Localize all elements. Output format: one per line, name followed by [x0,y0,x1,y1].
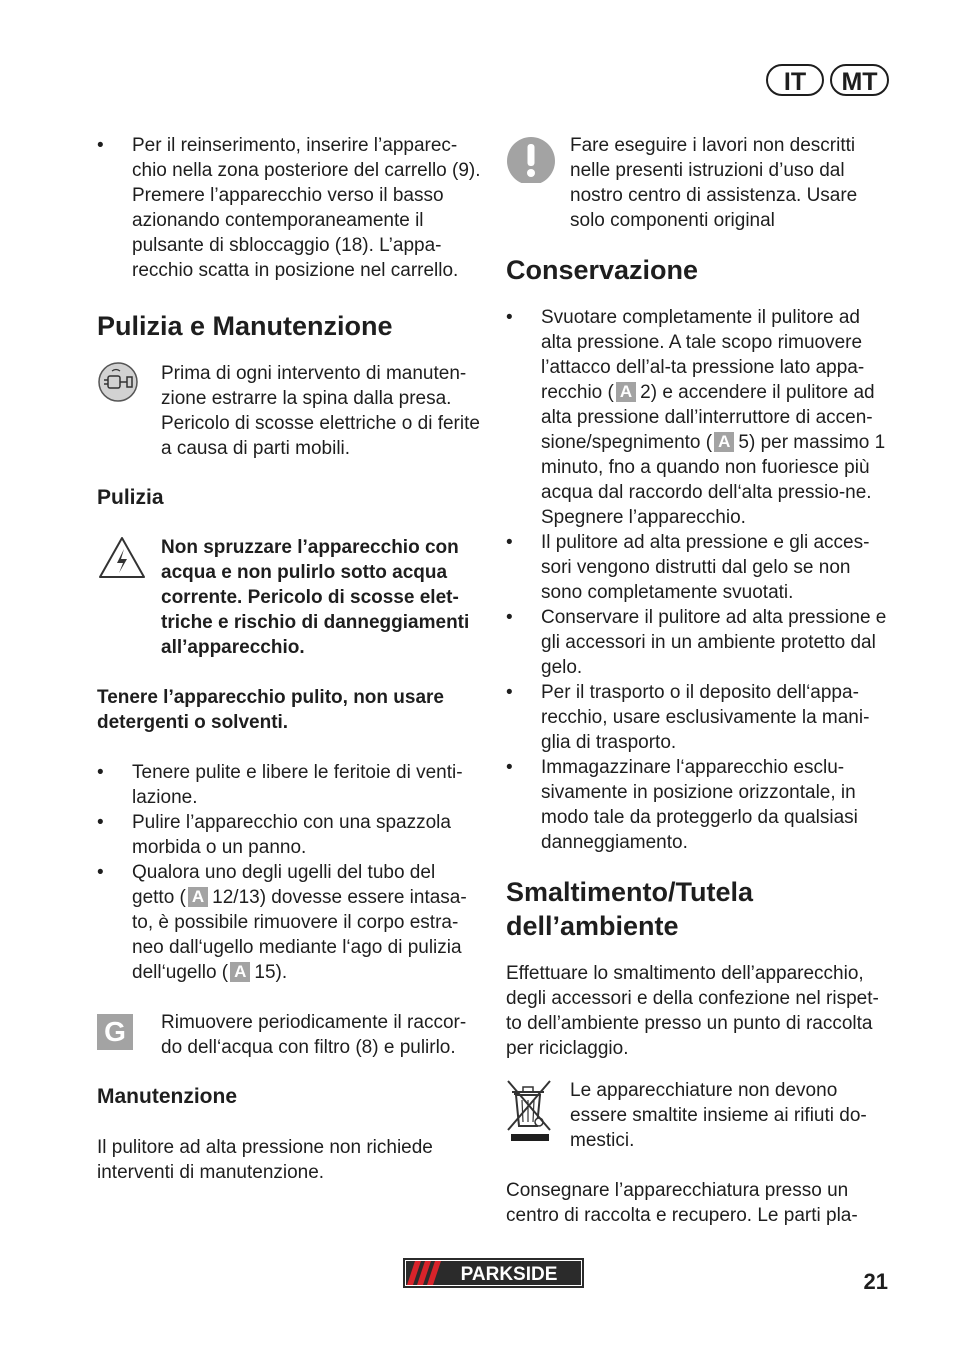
brand-name: PARKSIDE [460,1264,558,1285]
storage-list [506,305,892,855]
unplug-icon [97,361,139,403]
list-item: • Immagazzinare l‘apparecchio esclu-sivamente in posizione orizzontale, in modo tale da proteggerlo da qualsiasi danneggiamento. [506,755,892,855]
service-notice [506,133,892,233]
list-item-text: 12/13) dovesse essere intasa-to, è possibile rimuovere il corpo estra-neo dall‘ugello mediante l‘ago di pulizia dell‘ugello ( [132,887,467,983]
crossed-bin-icon [506,1078,554,1144]
list-item: • Per il trasporto o il deposito dell‘appa-recchio, usare esclusivamente la mani-glia di trasporto. [506,680,892,755]
exclamation-icon [506,133,556,183]
weee-notice-text: Le apparecchiature non devono essere smaltite insieme ai rifiuti do-mestici. [570,1080,867,1151]
shock-warning-text: Non spruzzare l’apparecchio con acqua e non pulirlo sotto acqua corrente. Pericolo di scosse elet-triche e rischio di danneggiamenti all’apparecchio. [161,537,470,658]
parkside-logo [403,1258,584,1288]
list-item-text: 2) e accendere il pulitore ad alta pressione dall’interruttore di accen-sione/spegnimento ( [541,382,875,453]
page-number: 21 [863,1269,888,1294]
keep-clean-text: Tenere l’apparecchio pulito, non usare detergenti o solventi. [97,687,445,733]
list-item [97,860,482,985]
return-text: Consegnare l’apparecchiatura presso un centro di raccolta e recupero. Le parti pla- [506,1180,858,1226]
section-title-disposal: Smaltimento/Tutela dell’ambiente [506,877,754,941]
electric-shock-warning-icon [97,535,147,581]
unplug-notice-text: Prima di ogni intervento di manuten-zione estrarre la spina dalla presa. Pericolo di scosse elettriche o di ferite a causa di parti mobili. [161,363,480,459]
list-item-text: 15). [254,962,288,983]
list-item: • Conservare il pulitore ad alta pressione e gli accessori in un ambiente protetto dal gelo. [506,605,892,680]
figure-a-badge: A [616,382,636,402]
right-column [506,133,892,1228]
list-item-text: Qualora uno degli ugelli del tubo del getto ( [132,862,436,908]
figure-a-badge: A [714,432,734,452]
list-item: • Il pulitore ad alta pressione e gli acces-sori vengono distrutti dal gelo se non sono completamente svuotati. [506,530,892,605]
unplug-notice [97,361,482,461]
subsection-title-cleaning: Pulizia [97,486,164,509]
list-item: • Per il reinserimento, inserire l’apparec-chio nella zona posteriore del carrello (9). Premere l’apparecchio verso il basso azionando contemporaneamente il pulsante di sbloccaggio (18). L’appa-recchio scatta in posizione nel carrello. [97,133,482,283]
disposal-text: Effettuare lo smaltimento dell’apparecchio, degli accessori e della confezione nel rispet-to dell’ambiente presso un punto di raccolta per riciclaggio. [506,963,879,1059]
language-badge-it: IT [766,64,824,96]
list-item-text: Svuotare completamente il pulitore ad alta pressione. A tale scopo rimuovere l’attacco dell’al-ta pressione lato appa-recchio ( [541,307,865,403]
cleaning-list [97,760,482,985]
figure-g-badge: G [97,1014,133,1050]
filter-notice-text: Rimuovere periodicamente il raccor-do dell‘acqua con filtro (8) e pulirlo. [161,1012,467,1058]
figure-a-badge: A [188,887,208,907]
maintenance-text: Il pulitore ad alta pressione non richiede interventi di manutenzione. [97,1137,433,1183]
list-item [506,305,892,530]
service-notice-text: Fare eseguire i lavori non descritti nelle presenti istruzioni d’uso dal nostro centro di assistenza. Usare solo componenti original [570,135,858,231]
section-title-cleaning-maintenance: Pulizia e Manutenzione [97,311,393,341]
shock-warning-notice [97,535,482,660]
list-item: • Pulire l’apparecchio con una spazzola morbida o un panno. [97,810,482,860]
list-item-text: 5) per massimo 1 minuto, fno a quando non fuoriesce più acqua dal raccordo dell‘alta pressio-ne. Spegnere l’apparecchio. [541,432,886,528]
list-item: • Tenere pulite e libere le feritoie di venti-lazione. [97,760,482,810]
subsection-title-maintenance: Manutenzione [97,1085,237,1108]
intro-list [97,133,482,283]
language-badge-mt: MT [830,64,889,96]
left-column [97,133,482,1185]
section-title-storage: Conservazione [506,255,699,285]
filter-notice [97,1010,482,1060]
figure-a-badge: A [230,962,250,982]
weee-notice [506,1078,892,1153]
